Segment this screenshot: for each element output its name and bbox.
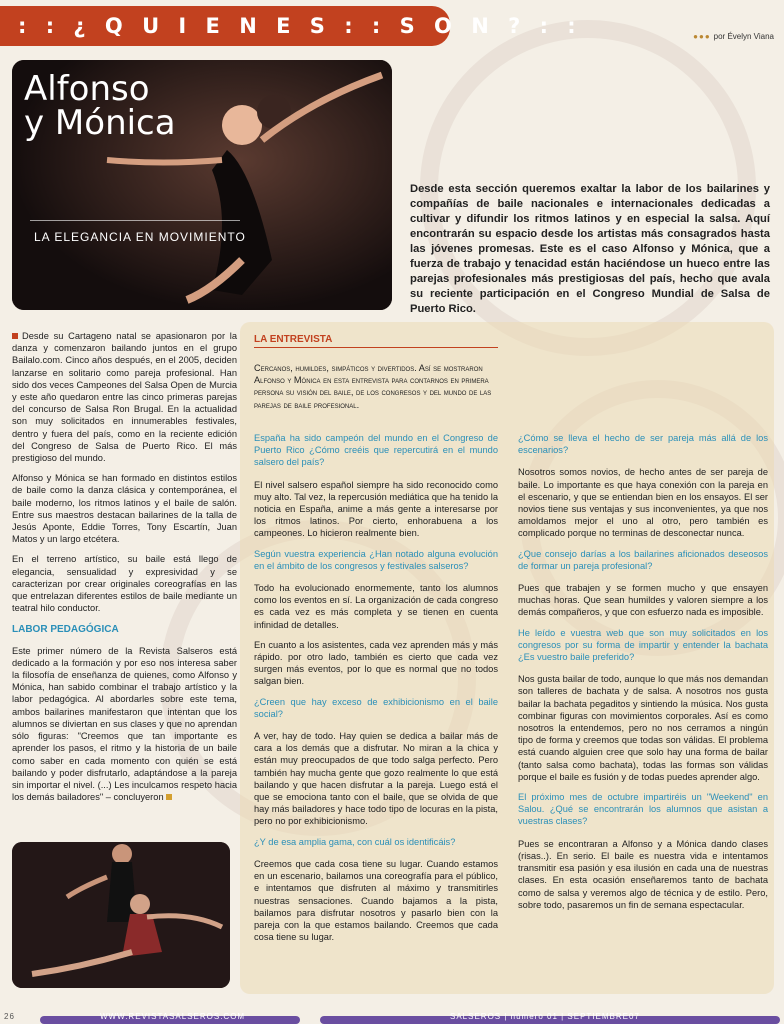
question: ¿Cómo se lleva el hecho de ser pareja más allá de los escenarios?: [518, 433, 768, 456]
footer-issue: SALSEROS | número 01 | SEPTIEMBRE07: [450, 1012, 640, 1021]
dance-photo: [12, 842, 230, 988]
section-title: : : ¿ Q U I E N E S : : S O N ? : :: [18, 14, 582, 38]
interview-heading: LA ENTREVISTA: [254, 334, 498, 348]
answer: En cuanto a los asistentes, cada vez aprenden más y más rápido. por otro lado, también es cierto que cada vez surgen más eventos, por lo que es normal que no todos salgan bien.: [254, 639, 498, 687]
question: ¿Creen que hay exceso de exhibicionismo en el baile social?: [254, 696, 498, 719]
question: El próximo mes de octubre impartiréis un "Weekend" en Salou. ¿Qué se encontrarán los alumnos que asistan a vuestras clases?: [518, 792, 768, 827]
question: He leído e vuestra web que son muy solicitados en los congresos por su forma de impartir y entender la bachata ¿Es vuestro baile preferido?: [518, 627, 768, 663]
paragraph: En el terreno artístico, su baile está llego de elegancia, sensualidad y expresividad y se caracterizan por crear originales coreografías en las que entrelazan diferentes estilos de baile mediante un teatral hilo conductor.: [12, 554, 237, 614]
paragraph: Alfonso y Mónica se han formado en distintos estilos de baile como la danza clásica y contemporánea, el baile moderno, los ritmos latinos y el baile de salón. Entre sus maestros destacan bailarines de la talla de Jesús Aponte, Eddie Torres, Tony Escartín, Juan Matos y un largo etcétera.: [12, 473, 237, 545]
question: España ha sido campeón del mundo en el Congreso de Puerto Rico ¿Cómo creéis que repercutirá en el mundo salsero del país?: [254, 433, 498, 468]
paragraph: Desde su Cartageno natal se apasionaron por la danza y comenzaron bailando juntos en el grupo Bailalo.com. Cinco años después, en el 2005, deciden lanzarse en solitario como pareja profesional. Han sido dos veces Campeones del Salsa Open de Murcia y este año quedaron entre las cinco primeras parejas del concurso de Salsa Ron Brugal. En la actualidad son muy solicitados en innumerables festivales, dentro y fuera del país, como en la reciente edición del Congreso de Salsa de Puerto Rico. El más prestigioso del mundo.: [12, 331, 237, 464]
question: Según vuestra experiencia ¿Han notado alguna evolución en el ámbito de los congresos y festivales salseros?: [254, 548, 498, 571]
dancers-photo-illustration: [12, 842, 230, 988]
question: ¿Y de esa amplia gama, con cuál os identificáis?: [254, 836, 456, 847]
answer: Pues que trabajen y se formen mucho y que ensayen muchas horas. Que sean humildes y valoren siempre a los demás compañeros, y que con esfuerzo nada es imposible.: [518, 583, 768, 618]
article-subtitle: LA ELEGANCIA EN MOVIMIENTO: [34, 230, 246, 244]
page-footer: [0, 1012, 784, 1024]
answer: A ver, hay de todo. Hay quien se dedica a bailar más de cara a los demás que a disfrutar. No miran a la chica y están muy preocupados de que todo salga perfecto. Pero también hay mucha gente que gozo realmente lo que está bailando y que hacen disfrutar a la pareja. Luego está el que se emociona tanto con el baile, que se olvida de que hay más bailadores y hace todo tipo de locuras en la pista, pero no por exhibicionismo.: [254, 731, 498, 827]
dots-icon: ●●●: [693, 32, 711, 41]
square-bullet-icon: [12, 333, 18, 339]
section-header: [0, 0, 784, 48]
answer: El nivel salsero español siempre ha sido reconocido como muy alto. Tal vez, la repercusión mediática que ha tenido la noticia en España, anime a más gente a interesarse por los ritmos latinos. Por cierto, enhorabuena a los campeones. Lo hicieron realmente bien.: [254, 479, 498, 539]
article-title: Alfonso y Mónica: [24, 69, 176, 143]
answer: Nosotros somos novios, de hecho antes de ser pareja de baile. Lo importante es que haya conexión con la pareja en el escenario, y que se entiendan bien en los ensayos. El ser novios tiene sus ventajas y sus inconvenientes, ya que nos amoldamos mejor el uno al otro, pero también es complicado porque no terminas de desconectar nunca.: [518, 467, 768, 539]
answer: Creemos que cada cosa tiene su lugar. Cuando estamos en un escenario, bailamos una coreografía para el público, e intentamos que disfruten al máximo y transmitirles nuestras sensaciones. Cuando bajamos a la pista, bailamos para disfrutar nosotros y pasarlo bien con la pareja con la que estamos bailando. Creemos que cada cosa tiene su lugar.: [254, 858, 498, 943]
question: ¿Que consejo darías a los bailarines aficionados deseosos de formar un pareja profesional?: [518, 548, 768, 571]
left-column: [12, 330, 237, 811]
answer: Pues se encontraran a Alfonso y a Mónica dando clases (risas..). En serio. El baile es nuestra vida e intentamos transmitir esa pasión y esa ilusión en cada una de nuestras clases. En esta ocasión enseñaremos tanto de bachata como de salsa y veremos algo de técnica y de estilo. Pero, sobre todo, pasaremos un fin de semana espectacular.: [518, 838, 768, 910]
hero-photo: [12, 60, 392, 310]
author-byline: ●●● por Évelyn Viana: [693, 32, 774, 41]
answer: Todo ha evolucionado enormemente, tanto los alumnos como los eventos en sí. La organización de cada congreso es cada vez es más completa y se tienen en cuenta infinidad de detalles.: [254, 583, 498, 630]
interview-column-2: [518, 432, 768, 919]
answer: Nos gusta bailar de todo, aunque lo que más nos demandan son talleres de bachata y de salsa. A nosotros nos gusta bailar la bachata pegaditos y sintiendo la música. Nos gusta combinar figuras con movimientos corporales. Así es como nosotros la entendemos, pero no nos cerramos a ningún tipo de forma y creemos que todas son válidas. El problema está cuando alguien cree que solo hay una forma de bailar (tanto salsa como bachata), todas las formas son válidas porque el baile es fusión y de todas puedes aprender algo.: [518, 674, 768, 782]
page-number: 26: [4, 1012, 15, 1021]
interview-column-1: [254, 432, 498, 951]
end-square-icon: [166, 794, 172, 800]
section-heading: LABOR PEDAGÓGICA: [12, 624, 119, 636]
interview-lead: Cercanos, humildes, simpáticos y divertidos. Así se mostraron Alfonso y Mónica en esta entrevista para contarnos en primera persona su visión del baile, de los congresos y del mundo de las parejas de baile profesional.: [254, 363, 492, 410]
intro-paragraph: Desde esta sección queremos exaltar la labor de los bailarines y compañías de baile nacionales e internacionales dedicadas a cultivar y difundir los ritmos latinos y en especial la salsa. Aquí encontrarán su espacio desde los artistas más consagrados hasta las jóvenes promesas. Este es el caso Alfonso y Mónica, que a fuerza de trabajo y tenacidad están haciéndose un hueco entre las parejas profesionales más prestigiosas del país, hecho que avala su reciente participación en el Congreso Mundial de Salsa de Puerto Rico.: [410, 183, 770, 315]
paragraph: Este primer número de la Revista Salseros está dedicado a la formación y por eso nos interesa saber la filosofía de enseñanza de quienes, como Alfonso y Mónica, han sabido combinar el trabajo artístico y la labor pedagógica. Al abordarles sobre este tema, ambos bailarines manifestaron que intentan que los alumnos se diviertan en sus clases y que no aprendan sólo figuras: "Creemos que tan importante es aprender los pasos, el ritmo y la historia de un baile como saber en cada momento con quién se está bailando y poder disfrutarlo, adaptándose a la pareja sin importar el nivel. (...) Les inculcamos respeto hacia los demás bailadores" – concluyeron: [12, 645, 237, 803]
footer-website: WWW.REVISTASALSEROS.COM: [100, 1012, 246, 1021]
